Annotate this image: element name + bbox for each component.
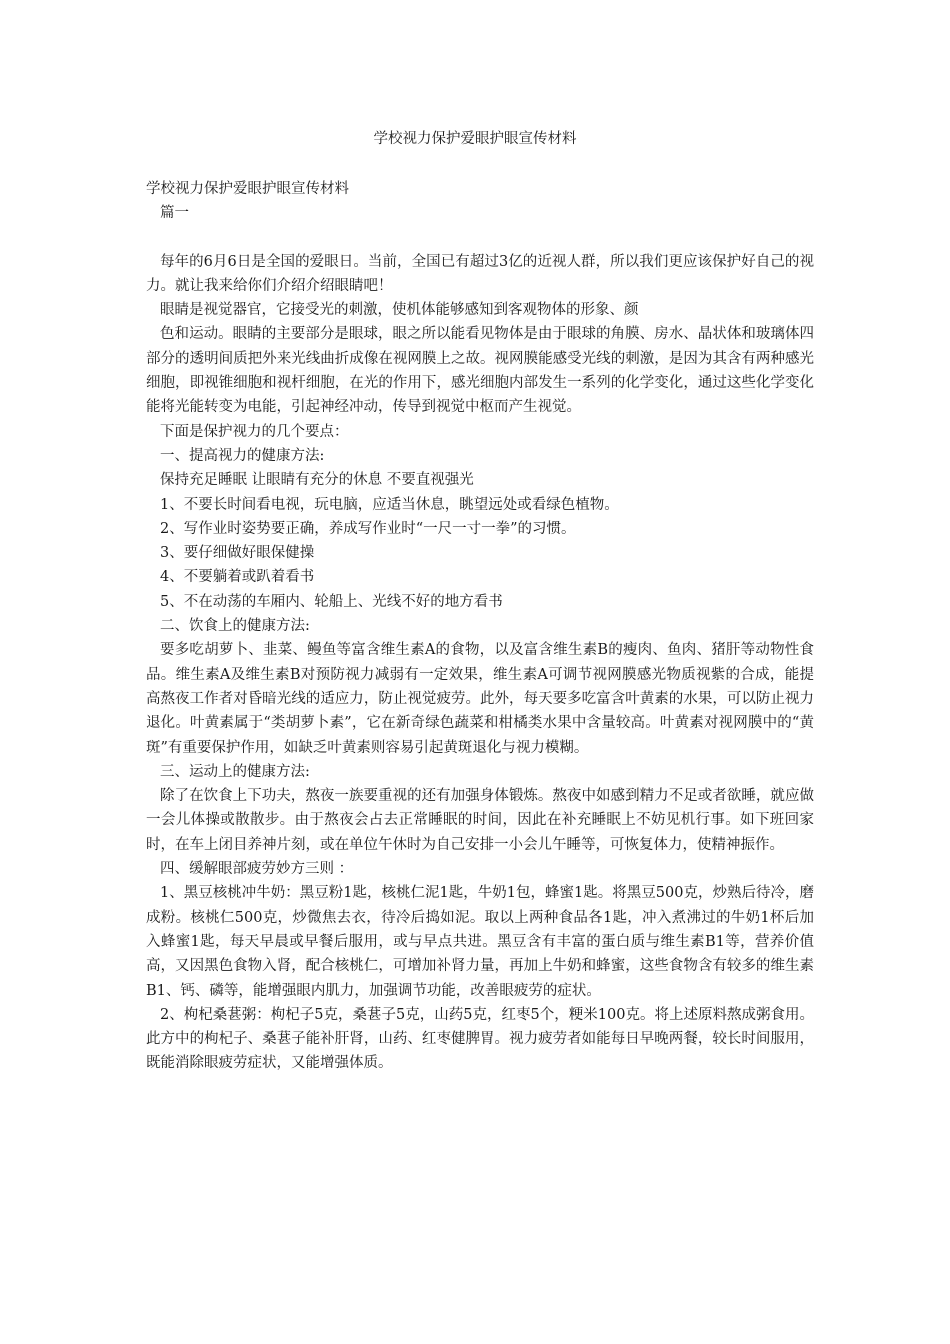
paragraph-eye-structure: 色和运动。眼睛的主要部分是眼球，眼之所以能看见物体是由于眼球的角膜、房水、晶状体和玻璃体四部分的透明间质把外来光线曲折成像在视网膜上之故。视网膜能感受光线的刺激，是因为其含有两种感光细胞，即视锥细胞和视杆细胞，在光的作用下，感光细胞内部发生一系列的化学变化，通过这些化学变化能将光能转变为电能，引起神经冲动，传导到视觉中枢而产生视觉。: [146, 326, 814, 416]
paragraph-eye-organ: 眼睛是视觉器官，它接受光的刺激，使机体能够感知到客观物体的形象、颜: [160, 302, 639, 319]
paragraph-sleep-tips: 保持充足睡眠 让眼睛有充分的休息 不要直视强光: [160, 472, 474, 489]
heading-section-1: 一、提高视力的健康方法:: [160, 447, 325, 464]
paragraph-intro: 每年的6月6日是全国的爱眼日。当前，全国已有超过3亿的近视人群，所以我们更应该保护好自己的视力。就让我来给你们介绍介绍眼睛吧！: [146, 253, 814, 294]
heading-section-2: 二、饮食上的健康方法:: [160, 618, 310, 635]
heading-section-3: 三、运动上的健康方法:: [160, 763, 310, 780]
document-title: 学校视力保护爱眼护眼宣传材料: [373, 131, 577, 147]
paragraph-key-points: 下面是保护视力的几个要点：: [160, 423, 349, 440]
part-label: 篇一: [160, 205, 189, 222]
paragraph-recipe-1: 1、黑豆核桃冲牛奶：黑豆粉1匙，核桃仁泥1匙，牛奶1包，蜂蜜1匙。将黑豆500克，炒熟后待冷，磨成粉。核桃仁500克，炒微焦去衣，待冷后捣如泥。取以上两种食品各1匙，冲入煮沸过的牛奶1杯后加入蜂蜜1匙，每天早晨或早餐后服用，或与早点共进。黑豆含有丰富的蛋白质与维生素B1等，营养价值高，又因黑色食物入肾，配合核桃仁，可增加补肾力量，再加上牛奶和蜂蜜，这些食物含有较多的维生素B1、钙、磷等，能增强眼内肌力，加强调节功能，改善眼疲劳的症状。: [146, 885, 814, 999]
heading-section-4: 四、缓解眼部疲劳妙方三则 ：: [160, 861, 354, 878]
list-item-2: 2、写作业时姿势要正确，养成写作业时“一尺一寸一拳”的习惯。: [160, 520, 576, 537]
document-body: [146, 177, 814, 1076]
list-item-1: 1、不要长时间看电视，玩电脑，应适当休息，眺望远处或看绿色植物。: [160, 496, 619, 513]
paragraph-diet: 要多吃胡萝卜、韭菜、鳗鱼等富含维生素A的食物，以及富含维生素B的瘦肉、鱼肉、猪肝等动物性食品。维生素A及维生素B对预防视力减弱有一定效果，维生素A可调节视网膜感光物质视紫的合成，能提高熬夜工作者对昏暗光线的适应力，防止视觉疲劳。此外，每天要多吃富含叶黄素的水果，可以防止视力退化。叶黄素属于“类胡萝卜素”，它在新奇绿色蔬菜和柑橘类水果中含量较高。叶黄素对视网膜中的“黄斑”有重要保护作用，如缺乏叶黄素则容易引起黄斑退化与视力模糊。: [146, 642, 814, 756]
list-item-4: 4、不要躺着或趴着看书: [160, 569, 315, 586]
paragraph-exercise: 除了在饮食上下功夫，熬夜一族要重视的还有加强身体锻炼。熬夜中如感到精力不足或者欲睡，就应做一会儿体操或散散步。由于熬夜会占去正常睡眠的时间，因此在补充睡眠上不妨见机行事。如下班回家时，在车上闭目养神片刻，或在单位午休时为自己安排一小会儿午睡等，可恢复体力，使精神振作。: [146, 788, 814, 853]
blank-line: [146, 226, 814, 250]
list-item-5: 5、不在动荡的车厢内、轮船上、光线不好的地方看书: [160, 593, 503, 610]
list-item-3: 3、要仔细做好眼保健操: [160, 545, 315, 562]
paragraph-recipe-2: 2、枸杞桑葚粥：枸杞子5克，桑葚子5克，山药5克，红枣5个，粳米100克。将上述原料熬成粥食用。此方中的枸杞子、桑葚子能补肝肾，山药、红枣健脾胃。视力疲劳者如能每日早晚两餐，较长时间服用，既能消除眼疲劳症状，又能增强体质。: [146, 1006, 814, 1072]
document-subtitle: 学校视力保护爱眼护眼宣传材料: [146, 181, 349, 197]
